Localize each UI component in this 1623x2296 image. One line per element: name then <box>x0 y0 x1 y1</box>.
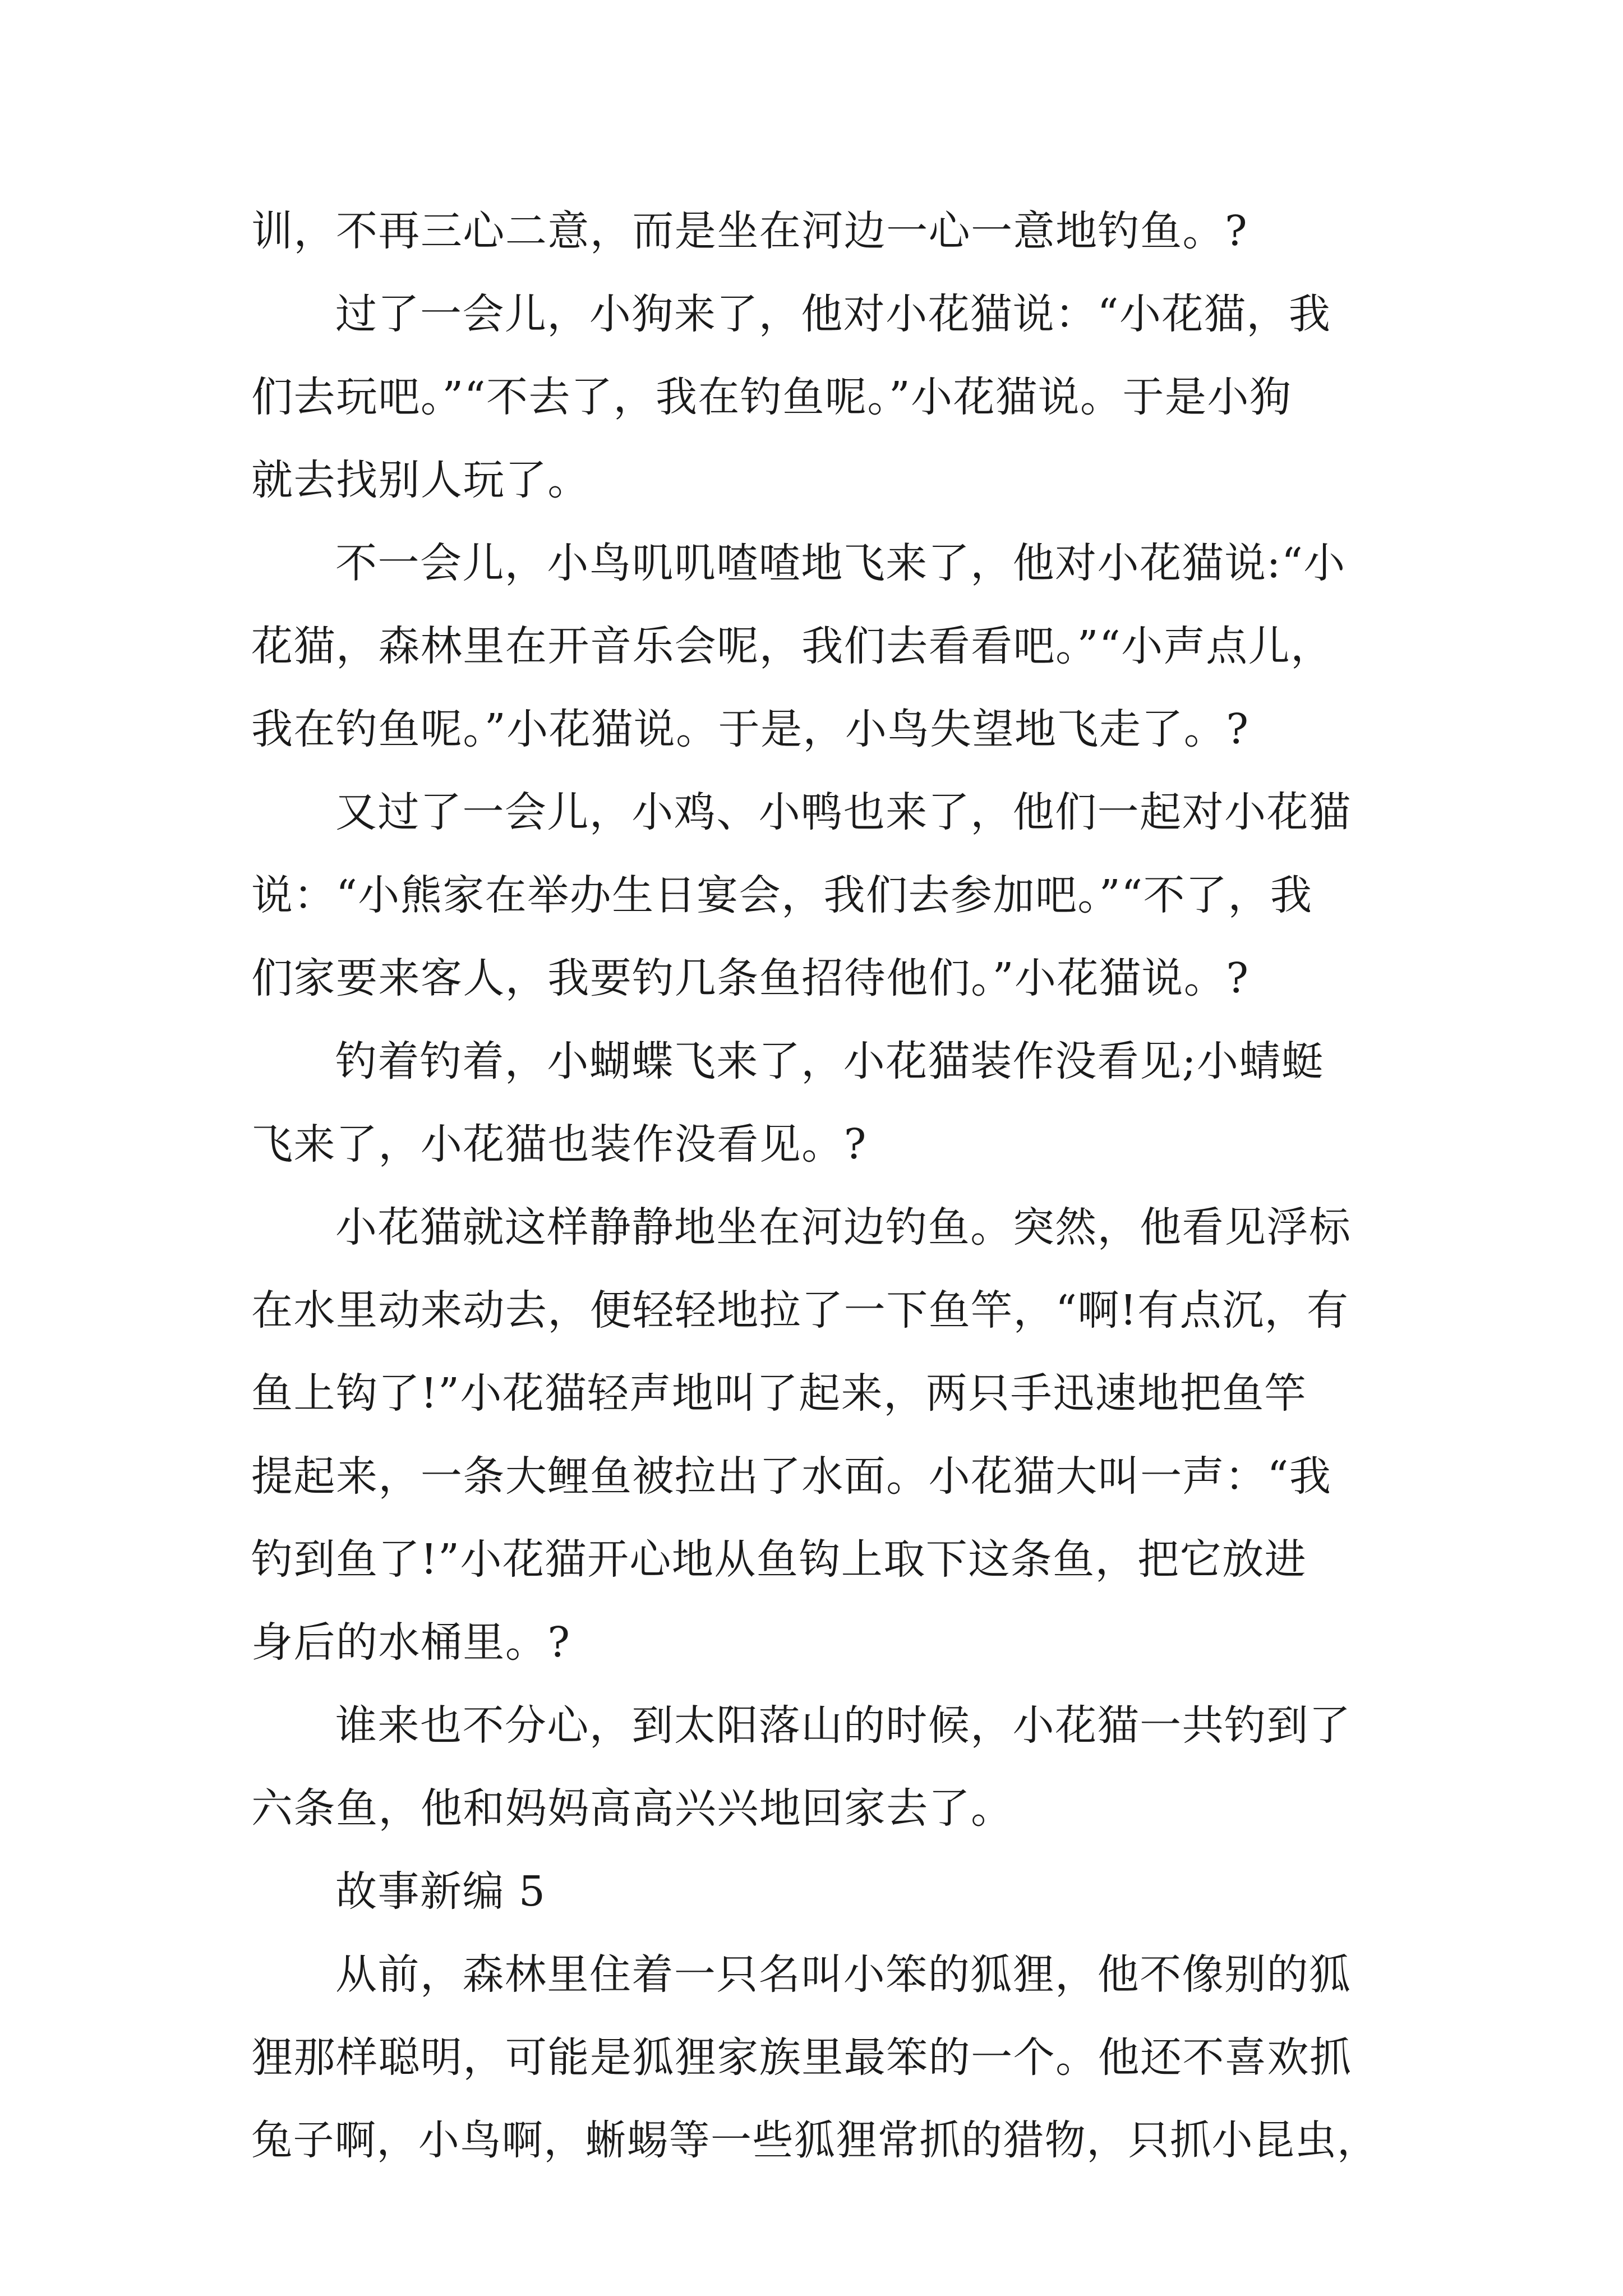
text-line: 飞来了，小花猫也装作没看见。? <box>251 1120 867 1168</box>
text-line: 们家要来客人，我要钓几条鱼招待他们。”小花猫说。? <box>251 954 1249 1002</box>
text-line: 钓到鱼了!”小花猫开心地从鱼钩上取下这条鱼，把它放进 <box>251 1535 1307 1584</box>
text-line: 六条鱼，他和妈妈高高兴兴地回家去了。 <box>251 1784 1013 1833</box>
text-line: 鱼上钩了!”小花猫轻声地叫了起来，两只手迅速地把鱼竿 <box>251 1369 1307 1418</box>
paragraph-start-line: 不一会儿，小鸟叽叽喳喳地飞来了，他对小花猫说:“小 <box>335 539 1346 587</box>
paragraph-start-line: 小花猫就这样静静地坐在河边钓鱼。突然，他看见浮标 <box>335 1203 1352 1251</box>
text-line: 身后的水桶里。? <box>251 1618 571 1667</box>
paragraph-start-line: 钓着钓着，小蝴蝶飞来了，小花猫装作没看见;小蜻蜓 <box>335 1037 1324 1085</box>
text-line: 狸那样聪明，可能是狐狸家族里最笨的一个。他还不喜欢抓 <box>251 2033 1352 2082</box>
text-line: 们去玩吧。”“不去了，我在钓鱼呢。”小花猫说。于是小狗 <box>251 373 1292 421</box>
text-line: 在水里动来动去，便轻轻地拉了一下鱼竿，“啊!有点沉，有 <box>251 1286 1349 1335</box>
paragraph-start-line: 又过了一会儿，小鸡、小鸭也来了，他们一起对小花猫 <box>335 788 1352 836</box>
paragraph-start-line: 从前，森林里住着一只名叫小笨的狐狸，他不像别的狐 <box>335 1950 1352 1999</box>
text-line: 提起来，一条大鲤鱼被拉出了水面。小花猫大叫一声：“我 <box>251 1452 1332 1501</box>
text-line: 我在钓鱼呢。”小花猫说。于是，小鸟失望地飞走了。? <box>251 705 1249 753</box>
text-line: 训，不再三心二意，而是坐在河边一心一意地钓鱼。? <box>251 207 1248 255</box>
text-line: 说：“小熊家在举办生日宴会，我们去参加吧。”“不了，我 <box>251 871 1313 919</box>
text-line: 花猫，森林里在开音乐会呢，我们去看看吧。”“小声点儿， <box>251 622 1333 670</box>
text-line: 就去找别人玩了。 <box>251 456 590 504</box>
section-heading: 故事新编 5 <box>335 1867 546 1916</box>
paragraph-start-line: 谁来也不分心，到太阳落山的时候，小花猫一共钓到了 <box>335 1701 1352 1750</box>
paragraph-start-line: 过了一会儿，小狗来了，他对小花猫说：“小花猫，我 <box>335 290 1331 338</box>
text-line: 兔子啊，小鸟啊，蜥蜴等一些狐狸常抓的猎物，只抓小昆虫， <box>251 2116 1379 2164</box>
